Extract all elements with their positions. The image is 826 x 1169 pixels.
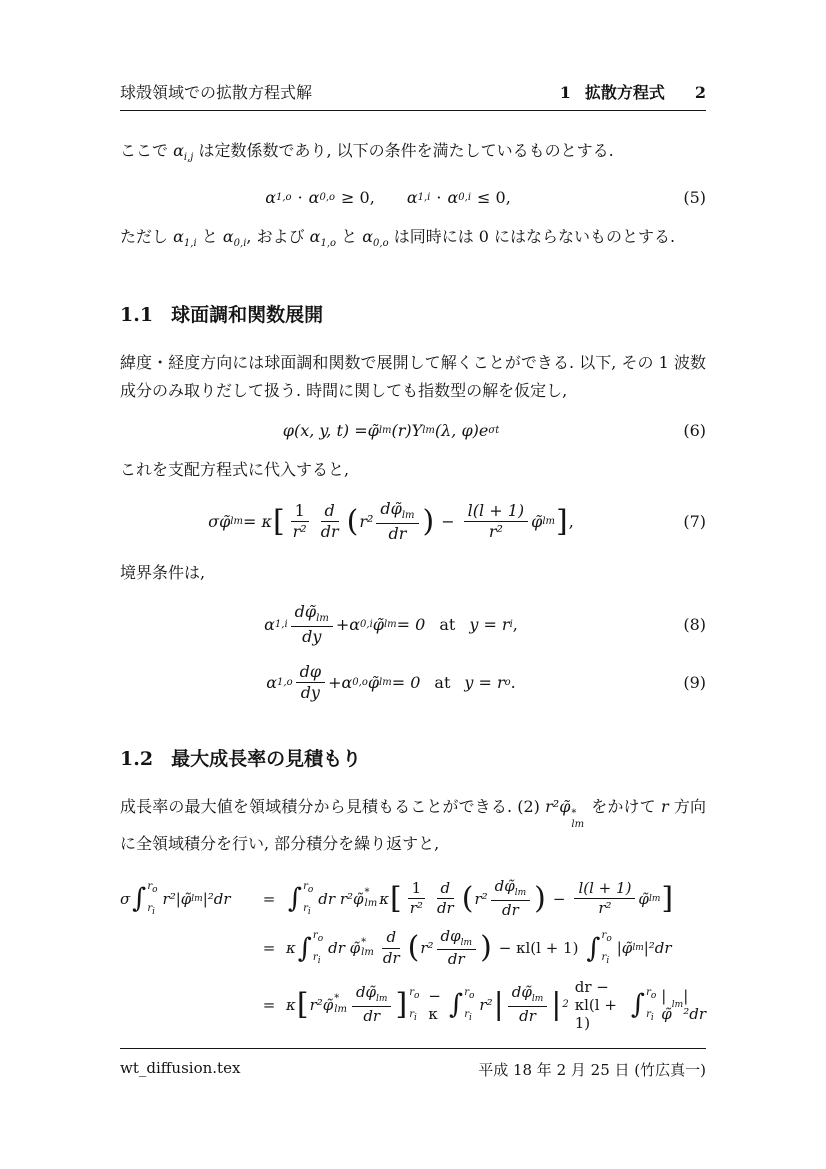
text-run: と xyxy=(196,227,223,247)
integral xyxy=(288,881,316,917)
footer-filename: wt_diffusion.tex xyxy=(120,1059,241,1077)
math-kappa: κ xyxy=(286,995,296,1014)
math-run: dr − κl(l + 1) xyxy=(574,977,617,1032)
lower-limit xyxy=(313,952,323,966)
denominator: dr xyxy=(320,522,339,542)
math-run: r²|φ̃ xyxy=(162,889,192,908)
math-sup: * xyxy=(571,808,577,820)
section-title: 最大成長率の見積もり xyxy=(171,748,362,771)
integral xyxy=(132,881,160,917)
equation-8 xyxy=(120,603,706,646)
math-sup: * xyxy=(334,993,340,1004)
math-run: dφ̃ xyxy=(380,499,402,519)
equation-6-body xyxy=(120,421,662,440)
math-sub: 0,o xyxy=(352,676,368,688)
plus-operator: + xyxy=(328,672,342,692)
denominator: r² xyxy=(598,899,612,918)
math-var: r xyxy=(409,986,414,998)
comma: , xyxy=(512,615,518,635)
math-sub: o xyxy=(469,990,475,1001)
math-alpha: α xyxy=(265,188,277,208)
math-sub: lm xyxy=(514,888,527,899)
math-sub: 0,i xyxy=(233,238,247,250)
math-sub: lm xyxy=(230,516,243,528)
section-heading-1-2 xyxy=(120,744,706,771)
numerator xyxy=(437,928,477,950)
math-var: r xyxy=(312,930,318,942)
equation-tag: (7) xyxy=(683,512,706,532)
math-sub: lm xyxy=(671,999,684,1010)
rhs: ∫ $r_o$ $r_i$ dr r²φ̃ * lm κ [ $\frac{1}{\text{r²}}$ $\frac{d}{dr}$ ( r² $\frac{d\varphĩ_{lm}}{dr}$ ) − $\frac{l(l + 1)}{\text{r²}}$ φ̃ lm ] xyxy=(288,877,674,919)
integral xyxy=(586,930,614,966)
equation-tag: (8) xyxy=(683,615,706,635)
math-alpha: α xyxy=(447,188,459,208)
math-sub: i xyxy=(509,619,513,631)
math-alpha: α xyxy=(173,227,184,247)
math-phi-tilde: φ̃ xyxy=(367,421,379,441)
relation: ≥ 0, xyxy=(341,188,375,208)
numerator: 1 xyxy=(408,880,426,899)
math-run: r² xyxy=(420,939,434,958)
numerator: dφ xyxy=(296,663,325,683)
numerator: d xyxy=(437,880,455,899)
math-sub: lm xyxy=(648,893,661,904)
equation-7 xyxy=(120,500,706,543)
page-number: 2 xyxy=(694,83,706,102)
math-run: dφ̃ xyxy=(511,983,532,1002)
math-run: − κ xyxy=(428,986,441,1023)
page-header xyxy=(120,80,706,111)
integral xyxy=(631,987,659,1023)
fraction xyxy=(491,878,531,919)
math-var: r xyxy=(464,986,469,998)
math-run: r²φ̃ xyxy=(309,995,334,1014)
math-sub: i xyxy=(152,906,155,917)
math-sub: lm xyxy=(361,947,374,959)
equation-array-row-3 xyxy=(120,978,706,1032)
fraction xyxy=(508,984,548,1025)
numerator xyxy=(376,500,418,524)
upper-limit xyxy=(303,881,313,895)
math-sub: i xyxy=(650,1012,654,1023)
equation-8-body xyxy=(120,603,662,646)
denominator: dr xyxy=(436,899,454,918)
equation-array xyxy=(120,878,706,1031)
text-run: をかけて xyxy=(586,797,661,817)
math-sub: i xyxy=(413,1012,417,1023)
math-alpha: α xyxy=(362,227,374,247)
equation-tag: (9) xyxy=(683,672,706,692)
math-phi-tilde: φ̃ xyxy=(219,512,231,532)
numerator xyxy=(291,603,333,627)
math-alpha: α xyxy=(264,615,275,635)
math-sub: 1,o xyxy=(276,192,292,204)
minus-operator: − xyxy=(441,512,455,532)
text-run: ここで xyxy=(120,141,174,160)
cdot-operator: · xyxy=(297,188,303,208)
lower-limit xyxy=(464,1009,474,1023)
text-run: ただし xyxy=(120,227,174,247)
math-var: r xyxy=(312,952,318,964)
math-sub: o xyxy=(152,884,158,895)
math-sub: lm xyxy=(378,425,392,437)
math-run: dr r²φ̃ xyxy=(318,889,364,908)
equation-5-body xyxy=(120,188,662,207)
math-alpha: α xyxy=(308,188,320,208)
equation-5 xyxy=(120,188,706,207)
fraction xyxy=(291,603,333,646)
math-supsub xyxy=(571,809,584,830)
integral xyxy=(298,930,326,966)
math-sub: 0,o xyxy=(319,192,336,204)
math-sub: o xyxy=(307,884,314,895)
text-run: は同時には 0 にはならないものとする. xyxy=(388,227,676,247)
math-sub: o xyxy=(606,934,612,945)
running-section xyxy=(560,80,706,103)
text-run: は定数係数であり, 以下の条件を満たしているものとする. xyxy=(193,141,614,160)
math-var: r xyxy=(303,880,308,892)
math-phi-tilde: φ̃ xyxy=(372,615,384,635)
math-alpha: α xyxy=(406,188,418,208)
text-run: 境界条件は, xyxy=(120,563,206,583)
section-title: 球面調和関数展開 xyxy=(171,304,324,327)
math-sub: lm xyxy=(460,937,473,948)
math-sub: i xyxy=(307,906,311,917)
math-sub: 0,i xyxy=(360,619,373,631)
integral-limits xyxy=(313,930,323,966)
math-sub: lm xyxy=(316,613,329,625)
cdot-operator: · xyxy=(436,188,442,208)
comma: , xyxy=(568,512,574,532)
math-supsub xyxy=(361,938,374,959)
math-run: dφ̃ xyxy=(494,877,515,896)
text-run: 方向に全領域積分を行い, 部分積分を繰り返すと, xyxy=(120,797,706,854)
math-sub: 0,o xyxy=(373,238,389,250)
math-sub: 1,i xyxy=(417,192,431,204)
integral-sign: ∫ xyxy=(132,883,147,915)
text-run: これを支配方程式に代入すると, xyxy=(120,460,350,480)
math-run: |²dr xyxy=(202,889,231,908)
relation: = 0 xyxy=(396,615,426,635)
math-sub: lm xyxy=(401,510,415,522)
equation-tag: (5) xyxy=(683,188,706,208)
math-sub: lm xyxy=(632,943,644,954)
math-var: r xyxy=(409,1008,414,1020)
math-sub: i xyxy=(317,956,321,967)
math-run: |φ̃ xyxy=(661,986,672,1023)
math-run: r² xyxy=(479,995,493,1014)
math-supsub xyxy=(365,888,378,909)
fraction xyxy=(464,502,528,542)
math-kappa: κ xyxy=(379,889,390,908)
math-var: r xyxy=(147,880,153,892)
math-run: (r)Y xyxy=(391,421,423,441)
math-run: r² xyxy=(474,889,488,908)
math-sub: lm xyxy=(364,897,378,909)
math-run: dφ̃ xyxy=(355,983,377,1002)
minus-operator: − xyxy=(552,889,566,908)
math-supsub xyxy=(334,994,347,1015)
math-sup: σt xyxy=(488,425,500,437)
lower-limit xyxy=(646,1009,656,1023)
math-sub: i xyxy=(606,956,610,967)
math-sigma: σ xyxy=(120,889,131,908)
fraction xyxy=(574,880,635,918)
math-sub: lm xyxy=(571,818,585,830)
math-sup: * xyxy=(364,887,370,899)
denominator: r² xyxy=(292,522,307,542)
header-section-number: 1 xyxy=(559,83,571,102)
running-title: 球殻領域での拡散方程式解 xyxy=(120,83,313,102)
footer-date: 平成 18 年 2 月 25 日 (竹広真一) xyxy=(478,1061,706,1079)
rhs: κ ∫ $r_o$ $r_i$ dr φ̃ * lm $\frac{d}{dr}$ ( r² $\frac{d\varphi_{lm}}{dr}$ ) − κl(l + 1) ∫ $r_o$ $r_i$ |φ̃ lm |²dr xyxy=(286,926,672,969)
math-run: φ(x, y, t) = xyxy=(282,421,368,441)
math-alpha: α xyxy=(222,227,234,247)
integral-sign: ∫ xyxy=(586,932,601,964)
integral-limits xyxy=(303,881,313,917)
section-number: 1.2 xyxy=(120,748,154,771)
rhs: κ [ r²φ̃ * lm $\frac{d\varphĩ_{lm}}{dr}$ ] $r_o$ $r_i$ − κ ∫ $r_o$ $r_i$ r² | $\frac{d\varphĩ_{lm}}{dr}$ | 2 dr − κl(l + 1) ∫ $r_o$ $r_i$ |φ̃ lm |²dr xyxy=(286,977,707,1032)
math-var: r xyxy=(646,986,651,998)
equals-sign: = xyxy=(262,995,276,1014)
math-var: r xyxy=(303,902,308,914)
integral-limits xyxy=(646,987,656,1023)
paragraph-conditions-intro xyxy=(120,137,706,172)
math-run: (λ, φ)e xyxy=(434,421,489,441)
denominator: dr xyxy=(388,524,407,544)
math-sub: o xyxy=(650,990,657,1001)
denominator: dy xyxy=(300,682,320,702)
plus-operator: + xyxy=(335,615,350,635)
numerator: d xyxy=(382,929,400,948)
math-sup: * xyxy=(361,936,367,948)
section-heading-1-1 xyxy=(120,300,706,327)
denominator: r² xyxy=(488,522,503,542)
denominator: dr xyxy=(363,1006,381,1025)
math-run: y = r xyxy=(464,672,505,692)
math-run: dφ̃ xyxy=(294,602,317,622)
math-sub: 1,o xyxy=(277,676,293,688)
equation-9 xyxy=(120,663,706,703)
equation-7-body: σ φ̃ lm = κ [ $\frac{1}{\text{r²}}$ $\frac{d}{dr}$ ( r² $\frac{d\varphĩ_{lm}}{dr}$ ) − $\frac{l(l + 1)}{\text{r²}}$ φ̃ lm ] , xyxy=(208,499,574,544)
math-run: r xyxy=(661,797,669,817)
numerator: l(l + 1) xyxy=(574,880,635,899)
math-run: dr φ̃ xyxy=(328,939,361,958)
lower-limit xyxy=(409,1009,419,1023)
math-phi-tilde: φ̃ xyxy=(367,672,380,692)
numerator: d xyxy=(321,502,339,522)
integral-limits xyxy=(147,881,157,917)
math-var: r xyxy=(601,930,607,942)
denominator: dr xyxy=(502,900,519,919)
integral-sign: ∫ xyxy=(288,883,303,915)
integral-sign: ∫ xyxy=(297,932,312,964)
math-alpha: α xyxy=(266,672,278,692)
denominator: dy xyxy=(302,627,322,647)
numerator xyxy=(352,984,392,1006)
paragraph-boundary-conditions xyxy=(120,559,706,587)
equation-array-row-2 xyxy=(120,928,706,969)
at-word: at xyxy=(434,672,451,692)
fraction xyxy=(379,929,404,967)
relation: = 0 xyxy=(391,672,421,692)
numerator xyxy=(508,984,548,1006)
math-sub: 1,o xyxy=(320,238,337,250)
equation-tag: (6) xyxy=(683,421,706,441)
math-alpha: α xyxy=(173,141,184,160)
math-sub: lm xyxy=(542,516,556,528)
math-sub: o xyxy=(504,676,511,688)
math-sub: lm xyxy=(191,893,203,904)
fraction xyxy=(296,663,325,703)
math-sup: 2 xyxy=(562,999,569,1010)
math-kappa: κ xyxy=(286,939,296,958)
page-footer xyxy=(120,1048,706,1080)
upper-limit xyxy=(147,881,157,895)
text-run: , および xyxy=(246,227,310,247)
lower-limit xyxy=(147,903,157,917)
math-run: y = r xyxy=(469,615,510,635)
math-sub: o xyxy=(413,990,420,1001)
lhs xyxy=(120,881,252,917)
fraction xyxy=(376,500,418,543)
upper-limit xyxy=(313,930,323,944)
at-word: at xyxy=(439,615,456,635)
paragraph-growth-rate xyxy=(120,793,706,858)
math-sub: 0,i xyxy=(458,192,472,204)
integral-limits xyxy=(602,930,612,966)
paragraph-spherical-harmonics xyxy=(120,349,706,405)
paragraph-nonzero-condition xyxy=(120,223,706,258)
numerator: l(l + 1) xyxy=(464,502,528,522)
period: . xyxy=(510,672,516,692)
evaluation-limits xyxy=(409,987,419,1023)
equation-array-row-1 xyxy=(120,878,706,919)
section-number: 1.1 xyxy=(120,304,154,327)
math-run: |φ̃ xyxy=(616,939,633,958)
math-var: r xyxy=(601,952,607,964)
math-sub: lm xyxy=(376,994,388,1005)
integral xyxy=(449,987,477,1023)
text-run: 成長率の最大値を領域積分から見積もることができる. (2) xyxy=(120,797,546,817)
math-sub: lm xyxy=(531,994,544,1005)
math-sub: lm xyxy=(422,425,435,437)
math-sub: o xyxy=(317,934,324,945)
fraction xyxy=(433,880,458,918)
math-sigma: σ xyxy=(208,512,220,532)
math-sub: lm xyxy=(334,1003,347,1015)
math-alpha: α xyxy=(349,615,361,635)
math-run: r²φ̃ xyxy=(545,797,571,817)
numerator: 1 xyxy=(291,502,309,522)
equals-sign: = xyxy=(262,939,276,958)
lower-limit xyxy=(602,952,612,966)
math-phi-tilde: φ̃ xyxy=(531,512,543,532)
math-sub: i xyxy=(469,1012,472,1023)
math-sub: lm xyxy=(383,619,397,631)
fraction xyxy=(437,928,477,969)
math-var: r xyxy=(646,1008,651,1020)
equals-sign: = xyxy=(262,889,276,908)
denominator: dr xyxy=(519,1006,536,1025)
upper-limit xyxy=(602,930,612,944)
fraction xyxy=(352,984,392,1025)
math-sub: i,j xyxy=(183,152,194,164)
math-run: |²dr xyxy=(643,939,672,958)
equation-9-body xyxy=(120,663,662,703)
math-run: r² xyxy=(359,512,374,532)
denominator: r² xyxy=(409,899,423,918)
integral-limits xyxy=(464,987,474,1023)
math-sub: 1,i xyxy=(183,238,197,250)
math-alpha: α xyxy=(341,672,353,692)
math-phi-tilde: φ̃ xyxy=(638,889,649,908)
integral-sign: ∫ xyxy=(631,989,646,1020)
fraction xyxy=(317,502,343,542)
math-run: dφ xyxy=(440,926,461,945)
upper-limit xyxy=(646,987,656,1001)
text-run: 緯度・経度方向には球面調和関数で展開して解くことができる. 以下, その 1 波数成分のみ取りだして扱う. 時間に関しても指数型の解を仮定し, xyxy=(120,353,706,401)
upper-limit xyxy=(409,987,419,1001)
denominator: dr xyxy=(447,950,465,969)
fraction xyxy=(406,880,427,918)
upper-limit xyxy=(464,987,474,1001)
relation: ≤ 0, xyxy=(477,188,511,208)
denominator: dr xyxy=(382,948,400,967)
math-run: = κ xyxy=(242,512,272,532)
math-var: r xyxy=(147,902,153,914)
text-run: と xyxy=(336,227,363,247)
math-sub: lm xyxy=(379,676,392,688)
math-run: |²dr xyxy=(683,986,707,1023)
equation-6 xyxy=(120,421,706,440)
paragraph-substitute xyxy=(120,456,706,484)
numerator xyxy=(491,878,531,900)
math-var: r xyxy=(464,1008,469,1020)
math-sub: 1,i xyxy=(274,619,288,631)
fraction xyxy=(289,502,311,542)
math-alpha: α xyxy=(309,227,321,247)
math-run: − κl(l + 1) xyxy=(498,939,579,958)
lower-limit xyxy=(303,903,313,917)
integral-sign: ∫ xyxy=(449,989,464,1020)
header-section-title: 拡散方程式 xyxy=(584,83,665,102)
